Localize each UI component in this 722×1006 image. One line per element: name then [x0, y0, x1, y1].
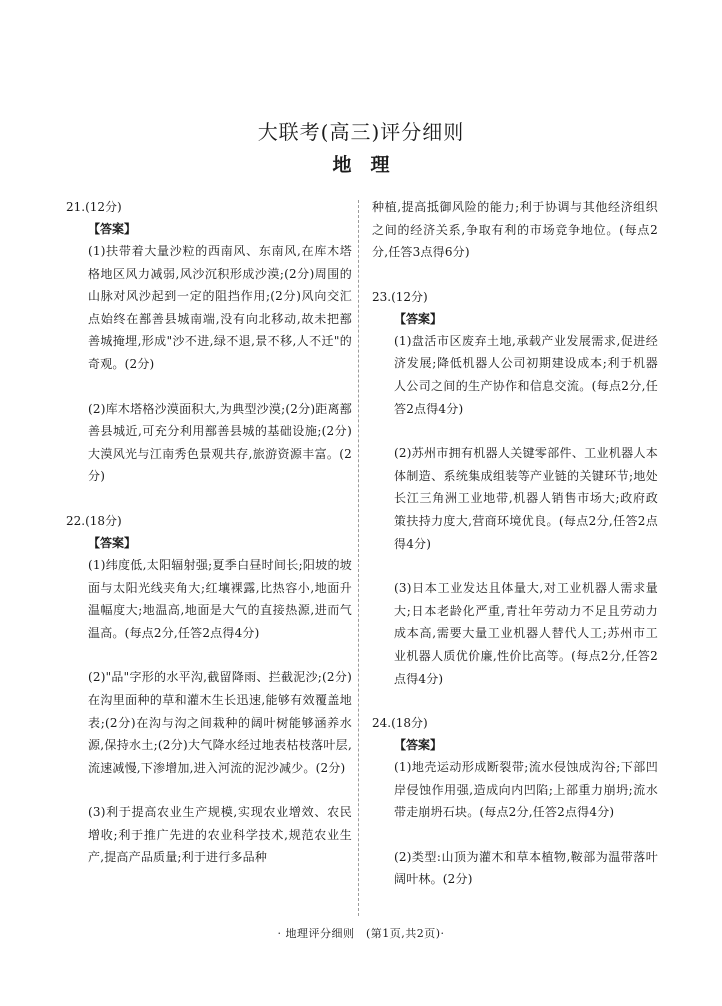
question-number: 24.(18分): [372, 716, 428, 731]
answer-tag: 【答案】: [394, 311, 443, 326]
answer-tag: 【答案】: [88, 535, 137, 550]
question-number: 22.(18分): [66, 513, 122, 528]
answer-paragraph-continued: 种植,提高抵御风险的能力;利于协调与其他经济组织之间的经济关系,争取有利的市场竞争地位。(每点2分,任答3点得6分): [372, 200, 658, 260]
question-24: [372, 712, 658, 891]
answer-paragraph: (1)扶带着大量沙粒的西南风、东南风,在库木塔格地区风力减弱,风沙沉积形成沙漠;(2分)周围的山脉对风沙起到一定的阻挡作用;(2分)风向交汇点始终在鄯善县城南端,没有向北移动,故未把鄯善城掩埋,形成"沙不进,绿不退,景不移,人不迁"的奇观。(2分): [88, 244, 352, 371]
answer-paragraph: (3)日本工业发达且体量大,对工业机器人需求量大;日本老龄化严重,青壮年劳动力不足且劳动力成本高,需要大量工业机器人替代人工;苏州市工业机器人质优价廉,性价比高等。(每点2分,任答2点得4分): [394, 581, 658, 686]
left-column: [66, 196, 352, 869]
question-number: 21.(12分): [66, 200, 122, 214]
answer-paragraph: (2)库木塔格沙漠面积大,为典型沙漠;(2分)距离鄯善县城近,可充分利用鄯善县城的基础设施;(2分)大漠风光与江南秀色景观共存,旅游资源丰富。(2分): [88, 401, 352, 484]
answer-paragraph: (1)纬度低,太阳辐射强;夏季白昼时间长;阳坡的坡面与太阳光线夹角大;红壤裸露,比热容小,地面升温幅度大;地温高,地面是大气的直接热源,进而气温高。(每点2分,任答2点得4分): [88, 557, 352, 640]
page-footer: · 地理评分细则 (第1页,共2页)·: [277, 927, 445, 940]
page-title: 大联考(高三)评分细则: [257, 120, 465, 144]
right-column: [372, 196, 658, 891]
question-22: [66, 510, 352, 869]
question-23: [372, 286, 658, 690]
answer-paragraph: (2)苏州市拥有机器人关键零部件、工业机器人本体制造、系统集成组装等产业链的关键环节;地处长江三角洲工业地带,机器人销售市场大;政府政策扶持力度大,营商环境优良。(每点2分,任答2点得4分): [394, 446, 658, 551]
answer-paragraph: (3)利于提高农业生产规模,实现农业增效、农民增收;利于推广先进的农业科学技术,规范农业生产,提高产品质量;利于进行多品种: [88, 805, 352, 865]
question-number: 23.(12分): [372, 289, 428, 304]
column-divider: [358, 200, 359, 916]
subject-title: 地 理: [332, 154, 390, 176]
answer-tag: 【答案】: [88, 222, 137, 236]
answer-paragraph: (2)"品"字形的水平沟,截留降雨、拦截泥沙;(2分)在沟里面种的草和灌木生长迅速,能够有效覆盖地表;(2分)在沟与沟之间栽种的阔叶树能够涵养水源,保持水土;(2分)大气降水经过地表枯枝落叶层,流速减慢,下渗增加,进入河流的泥沙减少。(2分): [88, 670, 352, 775]
answer-paragraph: (1)盘活市区废弃土地,承载产业发展需求,促进经济发展;降低机器人公司初期建设成本;利于机器人公司之间的生产协作和信息交流。(每点2分,任答2点得4分): [394, 333, 658, 416]
answer-paragraph: (2)类型:山顶为灌木和草本植物,鞍部为温带落叶阔叶林。(2分): [394, 849, 658, 887]
answer-paragraph: (1)地壳运动形成断裂带;流水侵蚀成沟谷;下部凹岸侵蚀作用强,造成向内凹陷;上部重力崩坍;流水带走崩坍石块。(每点2分,任答2点得4分): [394, 760, 658, 820]
answer-tag: 【答案】: [394, 738, 443, 753]
question-21: [66, 196, 352, 488]
